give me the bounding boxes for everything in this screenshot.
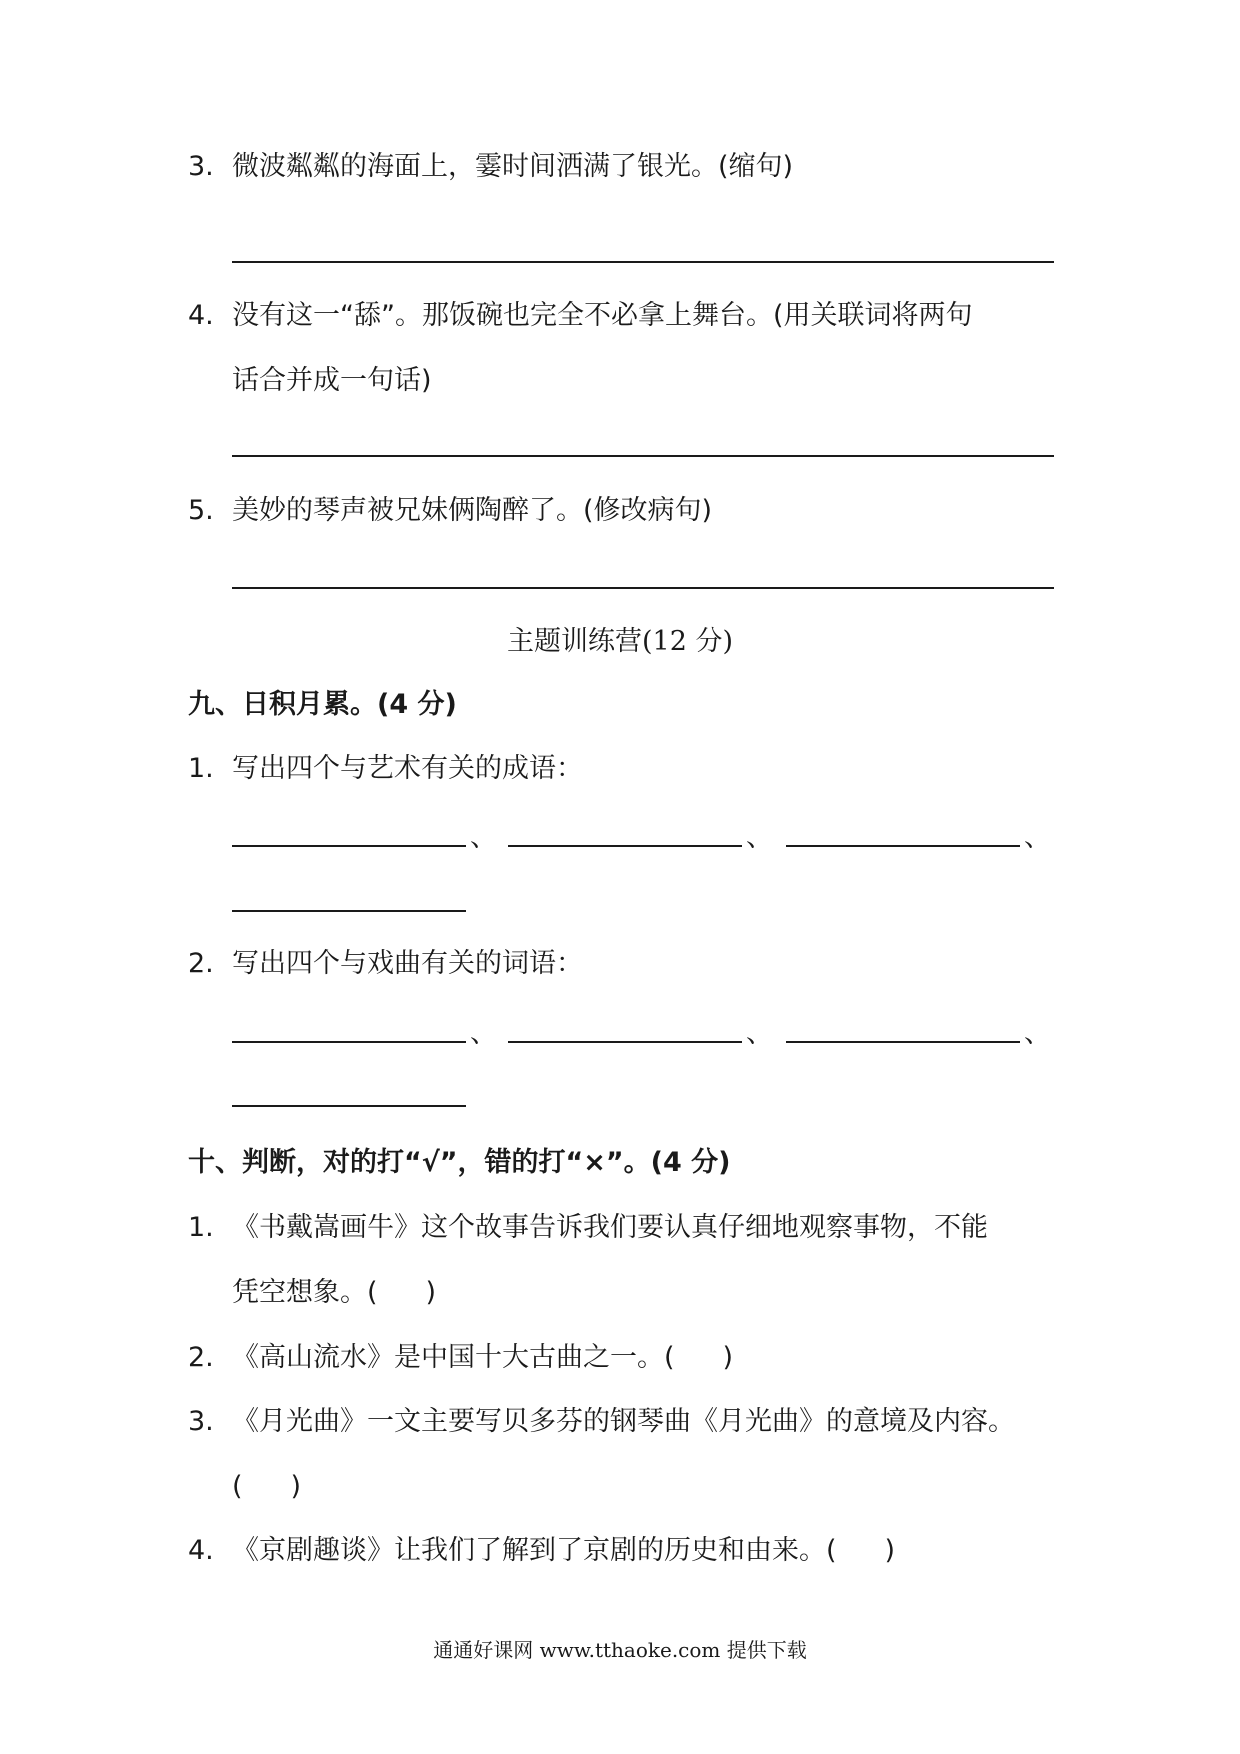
p10-q2-line: [232, 1340, 733, 1376]
q5-answer-line[interactable]: [232, 587, 1054, 589]
p9-q2-number: 2.: [188, 948, 214, 979]
separator: 、: [1024, 1018, 1051, 1049]
separator: 、: [746, 822, 773, 853]
p10-q1-text: 凭空想象。(: [232, 1277, 378, 1308]
p9-q2-prompt: 写出四个与戏曲有关的词语：: [232, 948, 583, 979]
p9-q1-prompt: 写出四个与艺术有关的成语：: [232, 753, 583, 784]
p10-q1-number: 1.: [188, 1212, 214, 1243]
separator: 、: [746, 1018, 773, 1049]
q5-prompt: 美妙的琴声被兄妹俩陶醉了。(修改病句): [232, 495, 713, 526]
p9-q2-blank-3[interactable]: [786, 1041, 1020, 1043]
close-paren: ): [884, 1535, 896, 1566]
close-paren: ): [722, 1342, 734, 1373]
p10-q4-text: 《京剧趣谈》让我们了解到了京剧的历史和由来。(: [232, 1535, 837, 1566]
p10-q3-number: 3.: [188, 1406, 214, 1437]
p9-q1-blank-4[interactable]: [232, 910, 466, 912]
q3-answer-line[interactable]: [232, 261, 1054, 263]
p9-q2-blank-1[interactable]: [232, 1041, 466, 1043]
separator: 、: [1024, 822, 1051, 853]
q4-answer-line[interactable]: [232, 455, 1054, 457]
part9-heading: 九、日积月累。(4 分): [188, 689, 457, 720]
p10-q4-number: 4.: [188, 1535, 214, 1566]
q3-prompt: 微波粼粼的海面上，霎时间洒满了银光。(缩句): [232, 151, 794, 182]
p9-q1-blank-1[interactable]: [232, 845, 466, 847]
p10-q1-line2: [232, 1275, 436, 1311]
separator: 、: [470, 822, 497, 853]
p9-q2-blank-2[interactable]: [508, 1041, 742, 1043]
p9-q2-blank-4[interactable]: [232, 1105, 466, 1107]
p10-q1-line1: 《书戴嵩画牛》这个故事告诉我们要认真仔细地观察事物，不能: [232, 1212, 988, 1243]
close-paren: ): [425, 1277, 437, 1308]
close-paren: ): [290, 1471, 302, 1502]
part10-heading: 十、判断，对的打“√”，错的打“×”。(4 分): [188, 1147, 731, 1178]
open-paren: (: [232, 1471, 243, 1502]
q4-prompt-line1: 没有这一“舔”。那饭碗也完全不必拿上舞台。(用关联词将两句: [232, 300, 973, 331]
q4-number: 4.: [188, 300, 214, 331]
q5-number: 5.: [188, 495, 214, 526]
p10-q4-line: [232, 1533, 895, 1569]
p9-q1-blank-3[interactable]: [786, 845, 1020, 847]
p10-q3-line1: 《月光曲》一文主要写贝多芬的钢琴曲《月光曲》的意境及内容。: [232, 1406, 1015, 1437]
q3-number: 3.: [188, 151, 214, 182]
section-title: 主题训练营(12 分): [506, 626, 733, 657]
q4-prompt-line2: 话合并成一句话): [232, 365, 432, 396]
separator: 、: [470, 1018, 497, 1049]
p10-q2-text: 《高山流水》是中国十大古曲之一。(: [232, 1342, 675, 1373]
footer-credit: 通通好课网 www.tthaoke.com 提供下载: [433, 1638, 807, 1662]
p9-q1-number: 1.: [188, 753, 214, 784]
p9-q1-blank-2[interactable]: [508, 845, 742, 847]
p10-q2-number: 2.: [188, 1342, 214, 1373]
p10-q3-line2: [232, 1469, 301, 1505]
